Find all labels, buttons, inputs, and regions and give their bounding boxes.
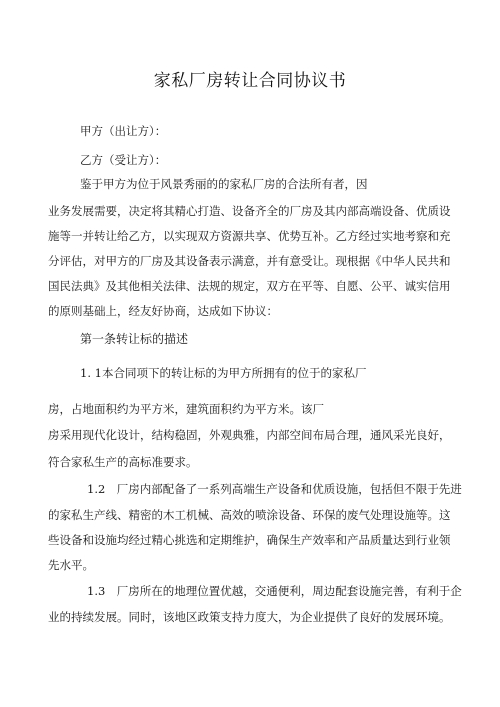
party-b-line: 乙方（受让方）：: [80, 153, 167, 167]
clause-1-3-line: 业的持续发展。同时，该地区政策支持力度大，为企业提供了良好的发展环境。: [48, 610, 451, 624]
clause-1-1-line: 1. 1本合同项下的转让标的为甲方所拥有的位于的家私厂: [80, 366, 367, 380]
clause-1-3-line: 1.3 厂房所在的地理位置优越，交通便利，周边配套设施完善，有利于企: [87, 584, 462, 598]
preamble-line: 的原则基础上，经友好协商，达成如下协议：: [48, 304, 278, 318]
clause-1-1-line: 符合家私生产的高标准要求。: [48, 455, 198, 469]
clause-1-2-line: 的家私生产线、精密的木工机械、高效的喷涂设备、环保的废气处理设施等。这: [48, 508, 451, 522]
preamble-line: 施等一并转让给乙方，以实现双方资源共享、优势互补。乙方经过实地考察和充: [48, 229, 451, 243]
clause-1-2-line: 1.2 厂房内部配备了一系列高端生产设备和优质设施，包括但不限于先进: [87, 482, 462, 496]
clause-1-1-line: 房采用现代化设计，结构稳固，外观典雅，内部空间布局合理，通风采光良好，: [48, 428, 451, 442]
preamble-line: 鉴于甲方为位于风景秀丽的的家私厂房的合法所有者，因: [80, 177, 368, 191]
party-a-line: 甲方（出让方）：: [80, 124, 167, 138]
clause-1-1-line: 房，占地面积约为平方米，建筑面积约为平方米。该厂: [48, 402, 324, 416]
preamble-line: 国民法典》及其他相关法律、法规的规定，双方在平等、自愿、公平、诚实信用: [48, 279, 451, 293]
preamble-line: 分评估，对甲方的厂房及其设备表示满意，并有意受让。现根据《中华人民共和: [48, 254, 451, 268]
preamble-line: 业务发展需要，决定将其精心打造、设备齐全的厂房及其内部高端设备、优质设: [48, 204, 451, 218]
clause-1-2-line: 些设备和设施均经过精心挑选和定期维护，确保生产效率和产品质量达到行业领: [48, 533, 451, 547]
document-title: 家私厂房转让合同协议书: [153, 71, 347, 91]
clause-1-2-line: 先水平。: [48, 558, 94, 572]
article-heading: 第一条转让标的描述: [80, 332, 189, 346]
